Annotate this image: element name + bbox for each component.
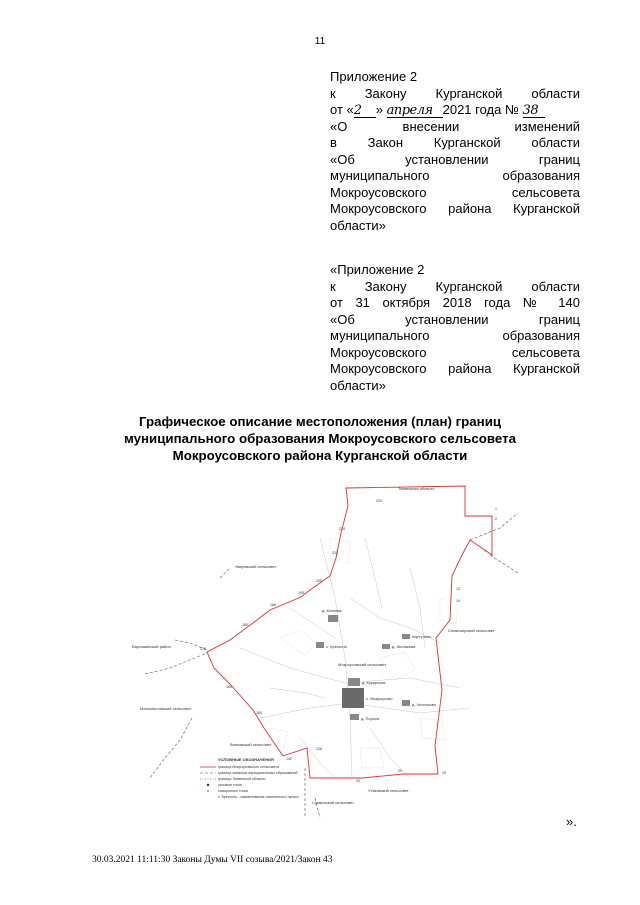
original-line: муниципального образования [330, 328, 580, 343]
settlement-krepost [316, 642, 324, 648]
point-number: 19 [442, 771, 446, 775]
handwritten-month: апреля [387, 104, 443, 118]
settlement-kochevye [328, 615, 338, 622]
appendix-block [330, 69, 580, 234]
settlement-kartuchino [402, 634, 410, 639]
label-malomostovsky: Маломостовский сельсовет [140, 706, 192, 711]
label-vargashinsky: Варгашинский район [132, 644, 171, 649]
settlement-kukarskaya [348, 678, 360, 686]
label-vilkovsky: Вилковский сельсовет [230, 742, 272, 747]
legend-swatch-node [207, 784, 209, 786]
point-number: 220 [376, 499, 382, 503]
point-number: 29 [398, 769, 402, 773]
legend-item: узловые точки [218, 783, 243, 787]
point-number: 180 [242, 623, 248, 627]
date-year: 2021 года № [442, 102, 519, 117]
appendix-date-line [330, 102, 580, 119]
label-uvarovsky: Уваровский сельсовет [235, 564, 277, 569]
point-number: 142 [286, 757, 292, 761]
original-line: Мокроусовского района Курганской [330, 361, 580, 376]
point-number: 126 [316, 747, 322, 751]
settlement-mokrousovo [342, 688, 364, 708]
date-mid: » [375, 102, 383, 117]
appendix-line: Мокроусовского сельсовета [330, 184, 580, 200]
legend-swatch-turn [207, 790, 209, 792]
appendix-line: к Закону Курганской области [330, 85, 580, 101]
legend-item: граница смежных муниципальных образований [218, 771, 298, 775]
label-sumkinsky: Сумкинский сельсовет [312, 800, 354, 805]
title-line: Графическое описание местоположения (план) границ [138, 414, 502, 429]
label-mokrousovo: с. Мокроусово [366, 696, 393, 701]
legend-item: поворотные точки [218, 789, 248, 793]
point-number: 205 [316, 579, 322, 583]
point-number: 176 [200, 647, 206, 651]
point-number: 43 [356, 779, 360, 783]
original-appendix-block [330, 262, 580, 394]
label-tyumen: Тюменская область [398, 486, 435, 491]
title-line: Мокроусовского района Курганской области [172, 448, 468, 463]
appendix-line: «О внесении изменений [330, 118, 580, 134]
handwritten-day: 2 [354, 104, 376, 118]
point-number: 195 [298, 591, 304, 595]
page-number: 11 [314, 36, 326, 47]
settlement-porosi [350, 714, 359, 720]
point-number: 13 [456, 587, 460, 591]
original-line: Мокроусовского сельсовета [330, 344, 580, 360]
label-zhilyakova: д. Жилякова [392, 644, 416, 649]
settlement-zhilyakova [382, 644, 390, 649]
legend-item: граница Тюменской области [218, 777, 266, 781]
point-number: 1 [495, 507, 497, 511]
point-number: 186 [270, 603, 276, 607]
original-line: «Приложение 2 [330, 262, 425, 277]
appendix-line: Мокроусовского района Курганской [330, 201, 580, 216]
appendix-line: Приложение 2 [330, 69, 418, 84]
point-number: 214 [339, 527, 345, 531]
handwritten-number: 38 [523, 104, 545, 118]
appendix-line: муниципального образования [330, 168, 580, 183]
label-kochevye: д. Кочевье [322, 608, 342, 613]
label-krepost: с. Крепость [326, 644, 348, 649]
title-line: муниципального образования Мокроусовского сельсовета [123, 431, 517, 446]
legend-title: УСЛОВНЫЕ ОБОЗНАЧЕНИЯ [218, 757, 274, 762]
footer-stamp: 30.03.2021 11:11:30 Законы Думы VII созыва/2021/Закон 43 [92, 855, 333, 865]
legend-item: с. Крепость - наименование населенного пункта [218, 795, 299, 799]
point-number: 2 [495, 517, 497, 521]
point-number: 212 [332, 551, 338, 555]
label-kartuchino: Картучино [412, 634, 432, 639]
closing-quote-mark: ». [566, 814, 577, 829]
label-chesnokova: д. Чесноково [412, 702, 437, 707]
legend-item: граница Мокроусовского сельсовета [218, 765, 279, 769]
original-line: к Закону Курганской области [330, 278, 580, 294]
label-uteyskiy: Утяковский сельсовет [368, 788, 409, 793]
point-number: 160 [256, 711, 262, 715]
document-title [60, 413, 580, 464]
original-line: области» [330, 377, 386, 393]
label-porosi: д. Пороси [361, 716, 380, 721]
label-semiozersky: Семиозерский сельсовет [448, 628, 495, 633]
label-mokrousovsky-ss: Мокроусовский сельсовет [338, 662, 387, 667]
point-number: 14 [456, 599, 460, 603]
original-line: от 31 октября 2018 года № 140 [330, 295, 580, 310]
label-kukarskaya: д. Кукарская [362, 680, 386, 685]
appendix-line: области» [330, 217, 386, 233]
appendix-line: «Об установлении границ [330, 151, 580, 167]
appendix-line: в Закон Курганской области [330, 135, 580, 150]
settlement-chesnokova [402, 700, 410, 706]
date-prefix: от « [330, 102, 354, 117]
boundary-map [120, 478, 520, 818]
point-number: 169 [226, 685, 232, 689]
original-line: «Об установлении границ [330, 311, 580, 327]
point-number: 7 [484, 549, 486, 553]
